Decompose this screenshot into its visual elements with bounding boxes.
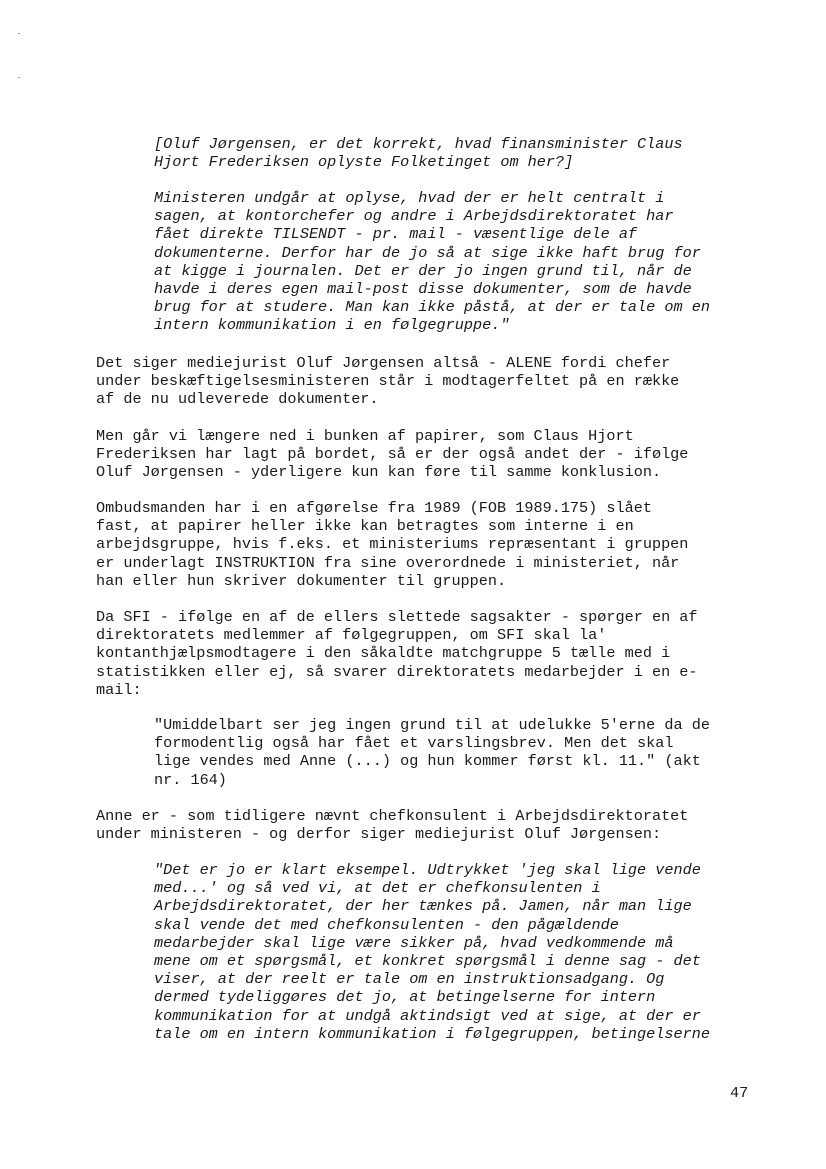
scan-speck: [18, 33, 20, 34]
text-line: dokumenterne. Derfor har de jo så at sige ikke haft brug for: [154, 243, 701, 262]
body-paragraph: [96, 427, 756, 482]
text-line: medarbejder skal lige være sikker på, hvad vedkommende må: [154, 933, 674, 952]
text-line: Frederiksen har lagt på bordet, så er der også andet der - ifølge: [96, 445, 689, 464]
text-line: skal vende det med chefkonsulenten - den pågældende: [154, 915, 619, 934]
scan-speck: [18, 77, 20, 78]
text-line: [Oluf Jørgensen, er det korrekt, hvad finansminister Claus: [154, 135, 683, 153]
text-line: fået direkte TILSENDT - pr. mail - væsentlige dele af: [154, 225, 638, 244]
quote-email: [154, 716, 754, 789]
text-line: statistikken eller ej, så svarer direktoratets medarbejder i en e-: [96, 662, 698, 681]
text-line: Ombudsmanden har i en afgørelse fra 1989 (FOB 1989.175) slået: [96, 499, 652, 517]
text-line: Da SFI - ifølge en af de ellers slettede sagsakter - spørger en af: [96, 608, 698, 626]
text-line: at kigge i journalen. Det er der jo ingen grund til, når de: [154, 261, 692, 280]
text-line: fast, at papirer heller ikke kan betragtes som interne i en: [96, 517, 634, 536]
text-line: Anne er - som tidligere nævnt chefkonsulent i Arbejdsdirektoratet: [96, 807, 689, 825]
text-line: under beskæftigelsesministeren står i modtagerfeltet på en række: [96, 372, 680, 391]
text-line: kontanthjælpsmodtagere i den såkaldte matchgruppe 5 tælle med i: [96, 644, 671, 663]
text-line: "Det er jo er klart eksempel. Udtrykket 'jeg skal lige vende: [154, 861, 701, 879]
text-line: Men går vi længere ned i bunken af papirer, som Claus Hjort: [96, 427, 634, 445]
text-line: mail:: [96, 680, 142, 699]
text-line: Arbejdsdirektoratet, der her tænkes på. Jamen, når man lige: [154, 897, 692, 916]
text-line: arbejdsgruppe, hvis f.eks. et ministeriums repræsentant i gruppen: [96, 535, 689, 554]
text-line: sagen, at kontorchefer og andre i Arbejdsdirektoratet har: [154, 207, 674, 226]
text-line: lige vendes med Anne (...) og hun kommer først kl. 11." (akt: [154, 752, 701, 771]
quote-final: [154, 861, 754, 1043]
text-line: han eller hun skriver dokumenter til gruppen.: [96, 571, 507, 590]
text-line: direktoratets medlemmer af følgegruppen, om SFI skal la': [96, 626, 607, 645]
text-line: under ministeren - og derfor siger mediejurist Oluf Jørgensen:: [96, 825, 662, 844]
text-line: mene om et spørgsmål, et konkret spørgsmål i denne sag - det: [154, 952, 701, 971]
text-line: med...' og så ved vi, at det er chefkonsulenten i: [154, 879, 601, 898]
text-line: "Umiddelbart ser jeg ingen grund til at udelukke 5'erne da de: [154, 716, 710, 734]
body-paragraph: [96, 354, 756, 409]
text-line: havde i deres egen mail-post disse dokumenter, som de havde: [154, 280, 692, 299]
quote-answer: [154, 189, 754, 335]
text-line: af de nu udleverede dokumenter.: [96, 390, 379, 409]
text-line: intern kommunikation i en følgegruppe.": [154, 316, 510, 335]
text-line: nr. 164): [154, 770, 227, 789]
text-line: Hjort Frederiksen oplyste Folketinget om her?]: [154, 153, 574, 172]
text-line: Det siger mediejurist Oluf Jørgensen altså - ALENE fordi chefer: [96, 354, 671, 372]
text-line: formodentlig også har fået et varslingsbrev. Men det skal: [154, 734, 674, 753]
text-line: er underlagt INSTRUKTION fra sine overordnede i ministeriet, når: [96, 553, 680, 572]
text-line: tale om en intern kommunikation i følgegruppen, betingelserne: [154, 1024, 710, 1043]
text-line: viser, at der reelt er tale om en instruktionsadgang. Og: [154, 970, 665, 989]
body-paragraph: [96, 608, 756, 699]
text-line: Oluf Jørgensen - yderligere kun kan føre til samme konklusion.: [96, 463, 662, 482]
quote-question: [154, 135, 754, 171]
body-paragraph: [96, 499, 756, 590]
body-paragraph: [96, 807, 756, 843]
text-line: Ministeren undgår at oplyse, hvad der er helt centralt i: [154, 189, 665, 207]
text-line: brug for at studere. Man kan ikke påstå, at der er tale om en: [154, 298, 710, 317]
page-number: 47: [730, 1084, 749, 1102]
text-line: dermed tydeliggøres det jo, at betingelserne for intern: [154, 988, 656, 1007]
text-line: kommunikation for at undgå aktindsigt ved at sige, at der er: [154, 1006, 701, 1025]
